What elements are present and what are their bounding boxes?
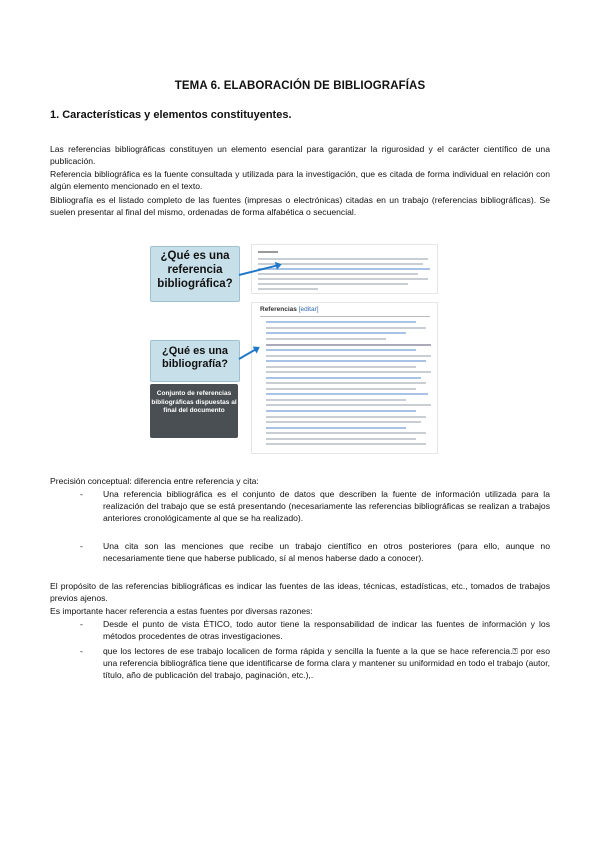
callout-referencia: ¿Qué es una referencia bibliográfica?	[150, 246, 240, 302]
section-heading: 1. Características y elementos constituyentes.	[50, 109, 292, 121]
bullet-text: Una cita son las menciones que recibe un trabajo científico en otros posteriores (para ello, aunque no necesariamente tiene que haberse publicado, sí al menos haberse dado a conocer).	[103, 541, 550, 564]
bullet-dash: -	[80, 489, 83, 499]
precision-intro: Precisión conceptual: diferencia entre referencia y cita:	[50, 476, 259, 486]
page-title: TEMA 6. ELABORACIÓN DE BIBLIOGRAFÍAS	[174, 80, 426, 92]
intro-paragraph: Las referencias bibliográficas constituyen un elemento esencial para garantizar la rigurosidad y el carácter científico de una publicación.	[50, 144, 550, 167]
bullet-dash: -	[80, 646, 83, 656]
bullet-dash: -	[80, 619, 83, 629]
bullet-text: que los lectores de ese trabajo localicen de forma rápida y sencilla la fuente a la que se hace referencia.⍰ por eso una referencia bibliográfica tiene que identificarse de forma clara y mantener su uniformidad en todo el trabajo (autor, título, año de publicación del trabajo, paginación, etc.),.	[103, 646, 550, 681]
purpose-paragraph: El propósito de las referencias bibliográficas es indicar las fuentes de las ideas, técnicas, estadísticas, etc., tomados de trabajos previos ajenos.	[50, 581, 550, 604]
bullet-text: Desde el punto de vista ÉTICO, todo autor tiene la responsabilidad de indicar las fuentes de información y los métodos procedentes de otras investigaciones.	[103, 619, 550, 642]
callout-bibliografia: ¿Qué es una bibliografía?	[150, 340, 240, 382]
definition-paragraph: Referencia bibliográfica es la fuente consultada y utilizada para la investigación, que es citada de forma individual en relación con algún elemento mencionado en el texto.	[50, 169, 550, 192]
bullet-item	[80, 488, 550, 540]
references-heading: Referencias [editar]	[260, 306, 319, 313]
reasons-intro: Es importante hacer referencia a estas fuentes por diversas razones:	[50, 606, 313, 616]
edit-link: [editar]	[298, 306, 319, 313]
bullet-item	[80, 540, 550, 568]
bullet-item	[80, 618, 550, 646]
illustration-figure	[148, 240, 448, 452]
bullet-item	[80, 645, 550, 685]
callout-definition: Conjunto de referencias bibliográficas dispuestas al final del documento	[150, 384, 238, 438]
bullet-text: Una referencia bibliográfica es el conjunto de datos que describen la fuente de información utilizada para la realización del trabajo que se está presentando (necesariamente las referencias bibliográficas se realizan a trabajos anteriores cronológicamente al que se ha realizado).	[103, 489, 550, 524]
bullet-dash: -	[80, 541, 83, 551]
bibliography-paragraph: Bibliografía es el listado completo de las fuentes (impresas o electrónicas) citadas en un trabajo (referencias bibliográficas). Se suelen presentar al final del mismo, ordenadas de forma alfabética o secuencial.	[50, 195, 550, 218]
